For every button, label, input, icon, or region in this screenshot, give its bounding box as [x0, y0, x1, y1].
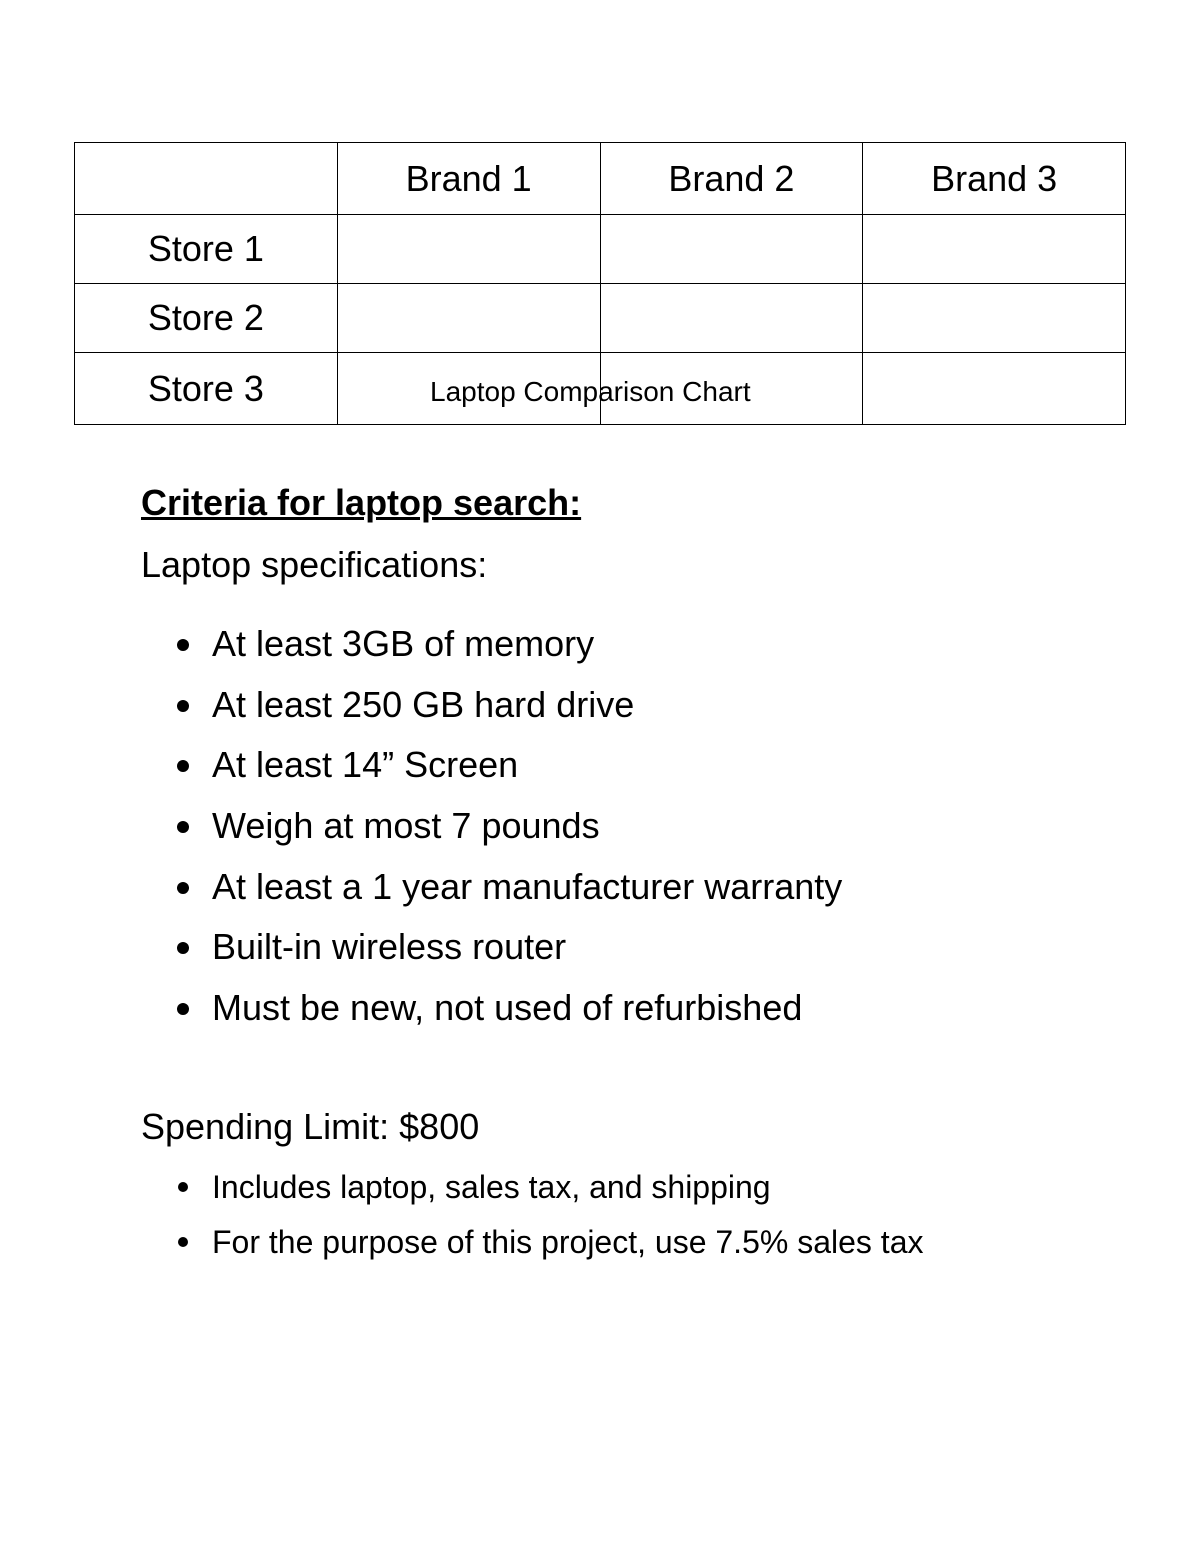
table-cell	[600, 284, 863, 353]
bullet-icon	[177, 700, 189, 712]
table-cell	[863, 215, 1126, 284]
note-text: For the purpose of this project, use 7.5% sales tax	[212, 1224, 924, 1260]
table-cell	[863, 353, 1126, 425]
bullet-icon	[177, 821, 189, 833]
bullet-icon	[178, 1237, 188, 1247]
spec-text: At least a 1 year manufacturer warranty	[212, 865, 843, 907]
list-item	[173, 1164, 923, 1219]
specs-list	[173, 618, 842, 1043]
table-cell	[863, 284, 1126, 353]
note-text: Includes laptop, sales tax, and shipping	[212, 1169, 771, 1205]
table-cell	[600, 215, 863, 284]
criteria-title: Criteria for laptop search:	[141, 482, 582, 523]
specs-heading: Laptop specifications:	[141, 544, 488, 585]
list-item	[173, 618, 842, 679]
list-item	[173, 921, 842, 982]
table-cell	[337, 215, 600, 284]
list-item	[173, 1219, 923, 1274]
table-row	[75, 284, 1126, 353]
spec-text: Weigh at most 7 pounds	[212, 805, 600, 847]
spec-text: At least 250 GB hard drive	[212, 683, 635, 725]
bullet-icon	[178, 1182, 188, 1192]
table-caption: Laptop Comparison Chart	[430, 376, 751, 407]
bullet-icon	[177, 882, 189, 894]
spec-text: Must be new, not used of refurbished	[212, 987, 803, 1029]
row-header-store-1: Store 1	[75, 215, 338, 284]
column-header-brand-1: Brand 1	[337, 143, 600, 215]
row-header-store-3: Store 3	[75, 353, 338, 425]
table-cell	[337, 284, 600, 353]
spec-text: Built-in wireless router	[212, 926, 567, 968]
bullet-icon	[177, 760, 189, 772]
spending-limit-heading: Spending Limit: $800	[141, 1106, 480, 1147]
column-header-brand-3: Brand 3	[863, 143, 1126, 215]
spending-notes-list	[173, 1164, 923, 1274]
column-header-brand-2: Brand 2	[600, 143, 863, 215]
bullet-icon	[177, 1003, 189, 1015]
list-item	[173, 861, 842, 922]
list-item	[173, 739, 842, 800]
table-corner-cell	[75, 143, 338, 215]
table-header-row	[75, 143, 1126, 215]
list-item	[173, 800, 842, 861]
spec-text: At least 14” Screen	[212, 744, 519, 786]
row-header-store-2: Store 2	[75, 284, 338, 353]
list-item	[173, 982, 842, 1043]
spec-text: At least 3GB of memory	[212, 623, 595, 664]
bullet-icon	[177, 942, 189, 954]
table-row	[75, 215, 1126, 284]
list-item	[173, 679, 842, 740]
bullet-icon	[177, 639, 189, 651]
